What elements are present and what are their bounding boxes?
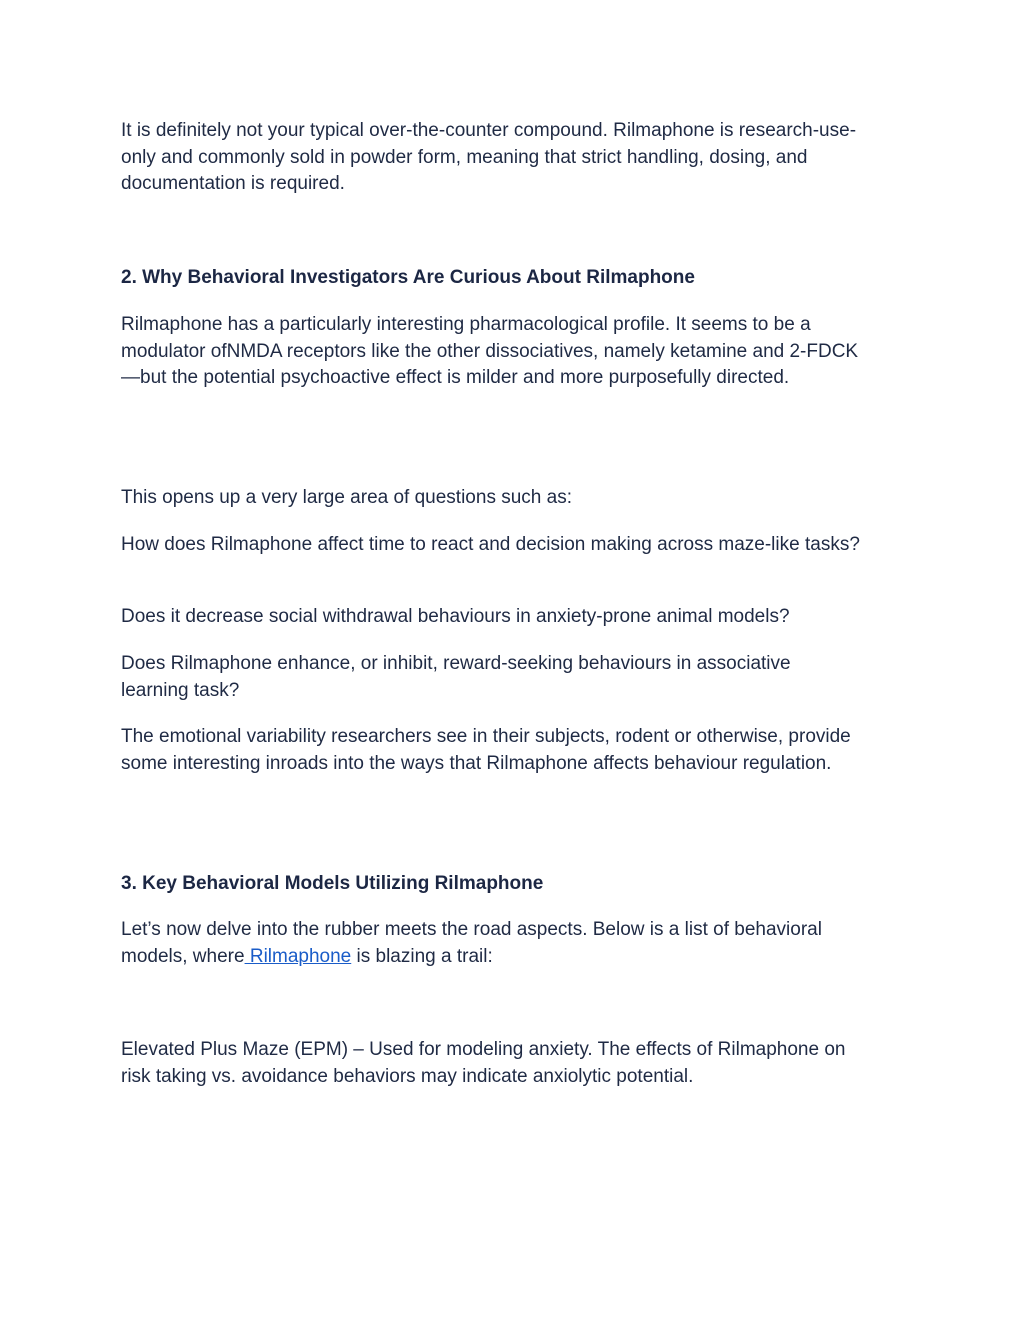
section-3-heading: 3. Key Behavioral Models Utilizing Rilmaphone [121, 873, 544, 894]
section-3-intro-text-end: is blazing a trail: [351, 945, 493, 967]
section-2-paragraph-profile: Rilmaphone has a particularly interesting pharmacological profile. It seems to be a modulator ofNMDA receptors like the other dissociatives, namely ketamine and 2-FDCK—but the potential psychoactive effect is milder and more purposefully directed. [121, 314, 859, 388]
section-3-intro-text: Let’s now delve into the rubber meets the road aspects. Below is a list of behavioral models, where [121, 919, 822, 967]
question-social-withdrawal: Does it decrease social withdrawal behaviours in anxiety-prone animal models? [121, 606, 790, 627]
epm-model-paragraph: Elevated Plus Maze (EPM) – Used for modeling anxiety. The effects of Rilmaphone on risk taking vs. avoidance behaviors may indicate anxiolytic potential. [121, 1039, 846, 1087]
section-2-paragraph-emotional-variability: The emotional variability researchers see in their subjects, rodent or otherwise, provide some interesting inroads into the ways that Rilmaphone affects behaviour regulation. [121, 726, 851, 774]
intro-paragraph: It is definitely not your typical over-the-counter compound. Rilmaphone is research-use-only and commonly sold in powder form, meaning that strict handling, dosing, and documentation is required. [121, 120, 857, 194]
section-2-paragraph-questions-intro: This opens up a very large area of questions such as: [121, 487, 572, 508]
question-reward-seeking: Does Rilmaphone enhance, or inhibit, reward-seeking behaviours in associative learning task? [121, 653, 791, 701]
question-reaction-time: How does Rilmaphone affect time to react and decision making across maze-like tasks? [121, 534, 860, 555]
section-3-paragraph-intro [121, 917, 861, 970]
rilmaphone-link[interactable]: Rilmaphone [244, 945, 352, 967]
section-2-heading: 2. Why Behavioral Investigators Are Curious About Rilmaphone [121, 267, 695, 288]
